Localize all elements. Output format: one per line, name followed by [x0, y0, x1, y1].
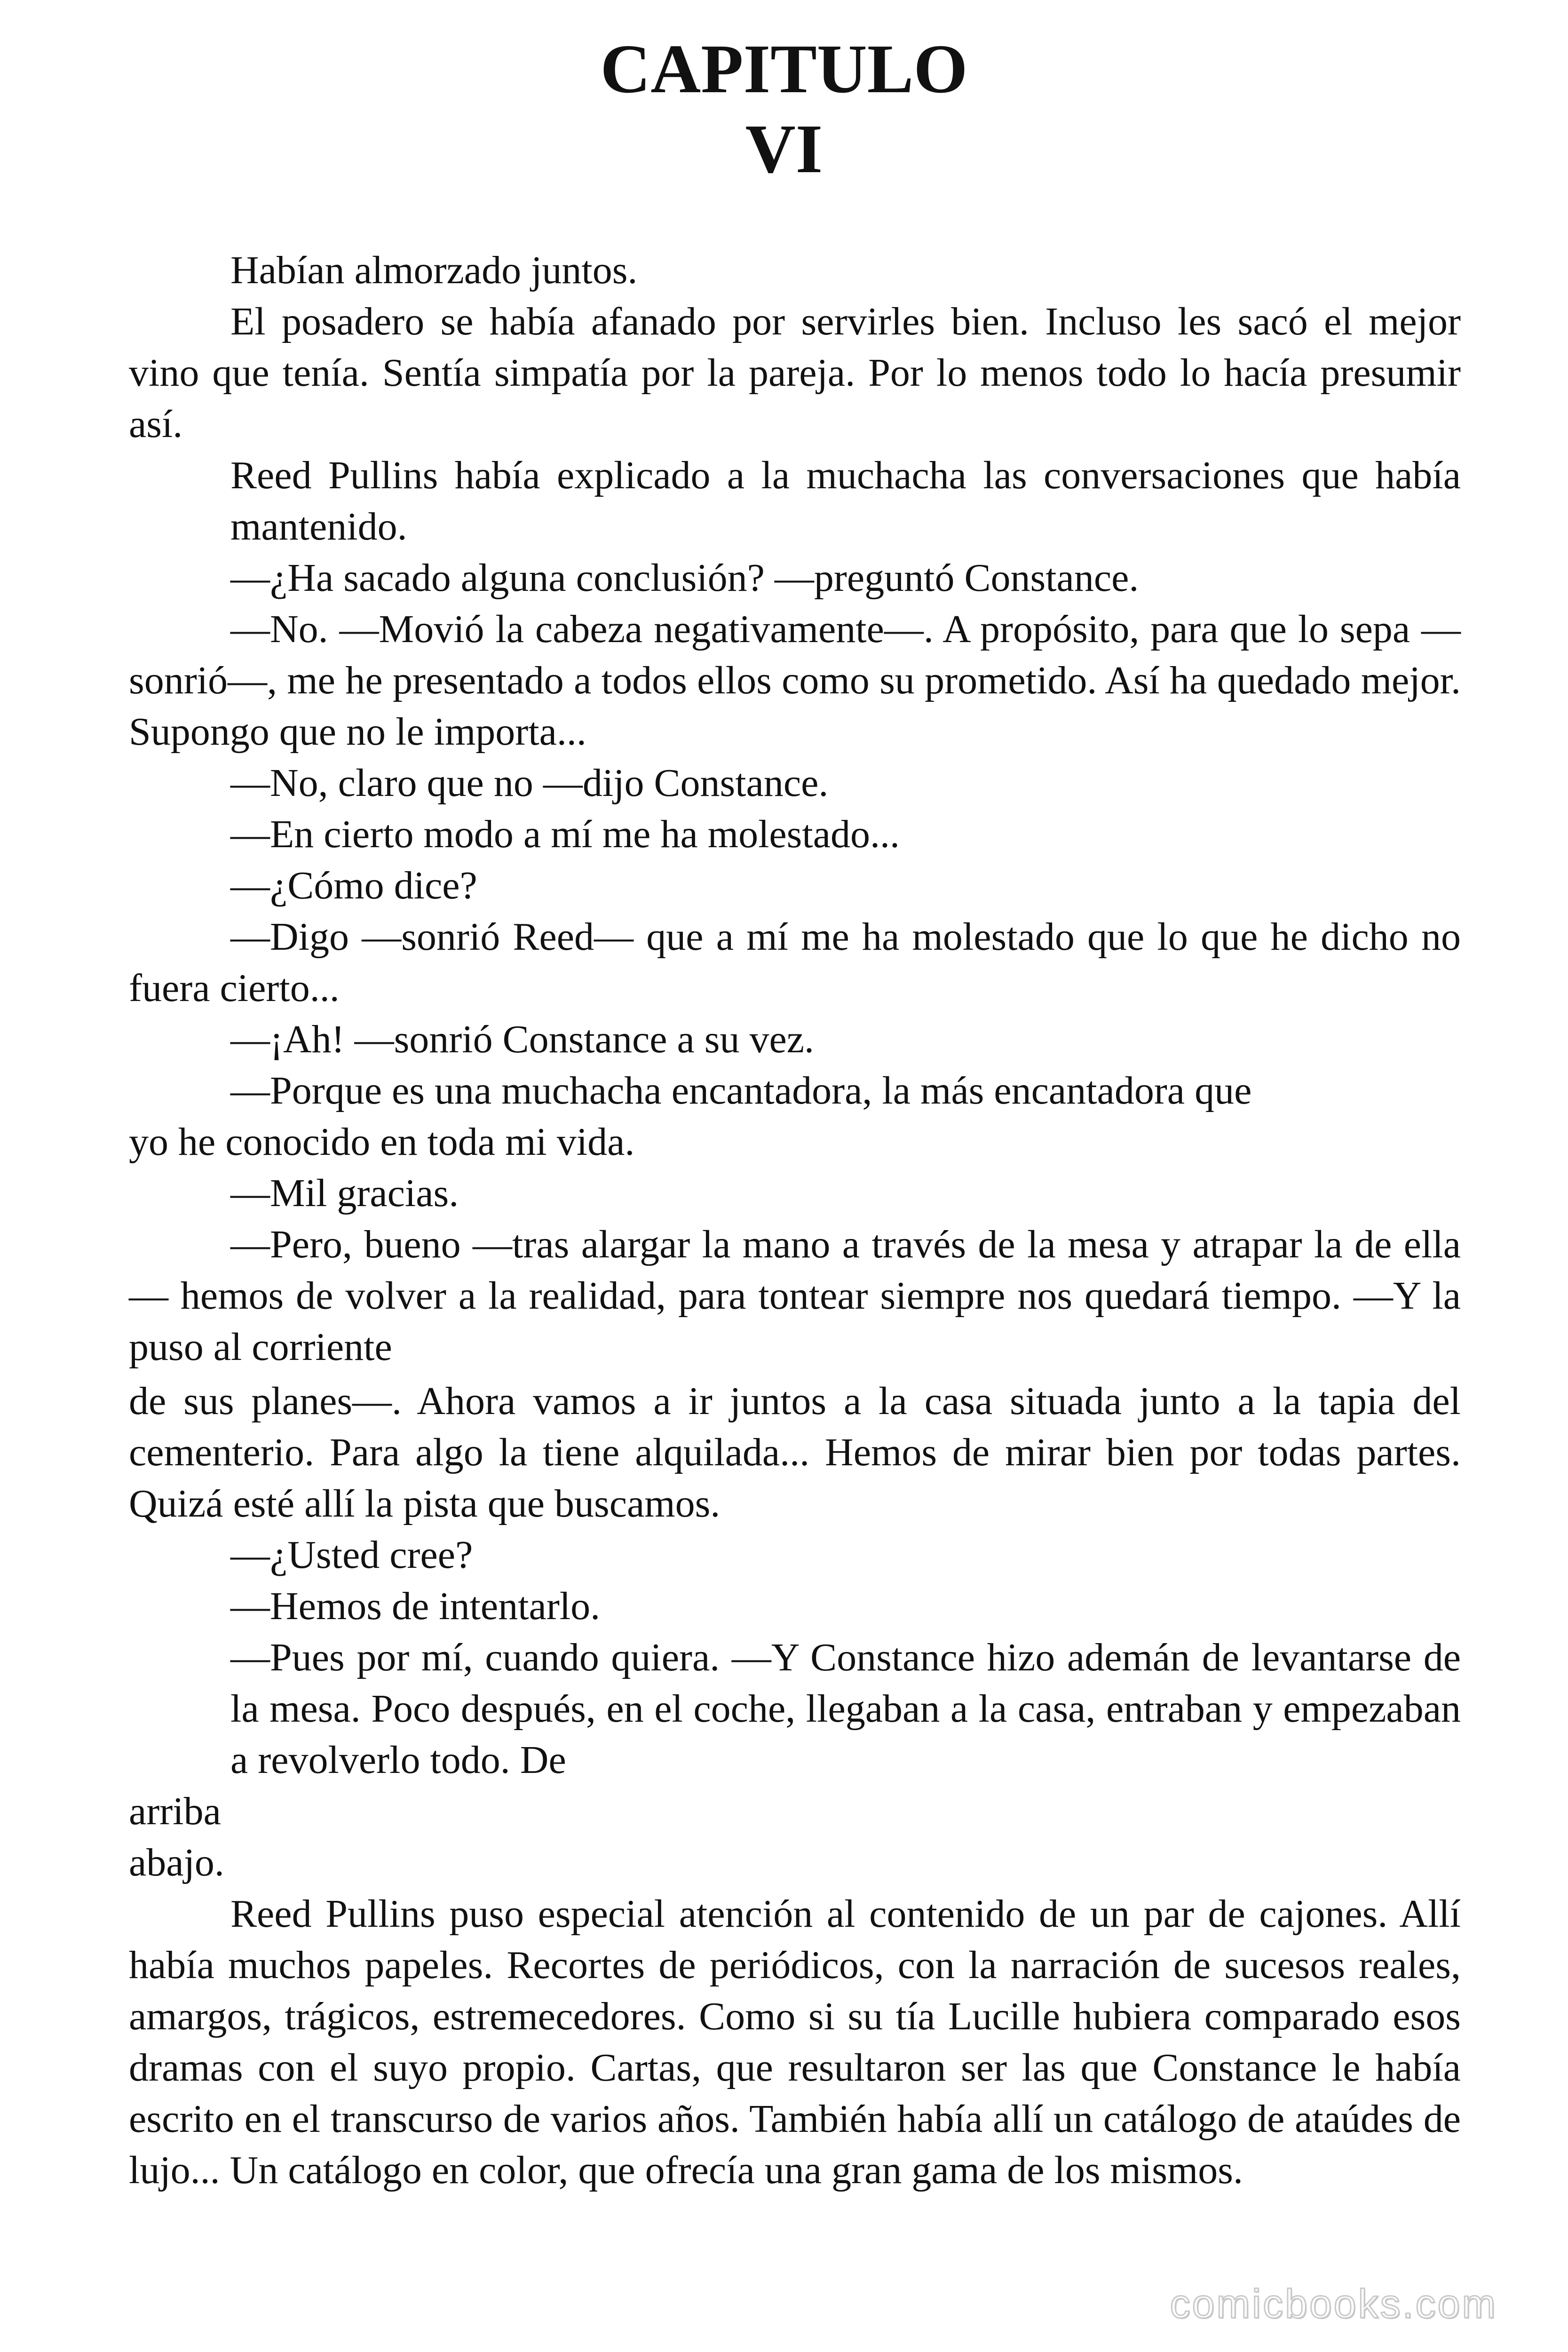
paragraph: —¡Ah! —sonrió Constance a su vez. — [230, 1017, 815, 1061]
chapter-number: VI — [745, 111, 823, 188]
chapter-heading — [0, 29, 1568, 189]
paragraph: —Pues por mí, cuando quiera. —Y Constance hizo ademán de levantarse de la mesa. Poco después, en el coche, llegaban a la casa, entraban y empezaban a revolverlo todo. De — [230, 1636, 1461, 1782]
paragraph: —¿Ha sacado alguna conclusión? —preguntó Constance. — [230, 556, 1139, 600]
paragraph: —Pero, bueno —tras alargar la mano a través de la mesa y atrapar la de ella— hemos de volver a la realidad, para tontear siempre nos quedará tiempo. —Y la puso al corriente — [129, 1223, 1461, 1369]
paragraph: Reed Pullins puso especial atención al contenido de un par de cajones. Allí había muchos papeles. Recortes de periódicos, con la narración de sucesos reales, amargos, trágicos, estremecedores. Como si su tía Lucille hubiera comparado esos dramas con el suyo propio. Cartas, que resultaron ser las que Constance le había escrito en el transcurso de varios años. También había allí un catálogo de ataúdes de lujo... Un catálogo en color, que ofrecía una gran gama de los mismos. — [129, 1892, 1461, 2192]
paragraph: —Digo —sonrió Reed— que a mí me ha molestado que lo que he dicho no fuera cierto... — [129, 915, 1461, 1010]
paragraph: de sus planes—. Ahora vamos a ir juntos a la casa situada junto a la tapia del cementerio. Para algo la tiene alquilada... Hemos de mirar bien por todas partes. Quizá esté allí la pista que buscamos. — [129, 1379, 1461, 1526]
paragraph: —Mil gracias. — [230, 1171, 459, 1215]
paragraph: —Porque es una muchacha encantadora, la más encantadora que — [230, 1069, 1252, 1112]
paragraph: —¿Cómo dice? — [230, 864, 477, 907]
paragraph: Habían almorzado juntos. — [230, 248, 638, 292]
paragraph: —¿Usted cree? — [230, 1533, 473, 1577]
body-text — [129, 245, 1461, 2196]
paragraph: arriba — [129, 1789, 221, 1833]
watermark: comicbooks.com — [1170, 2281, 1497, 2327]
paragraph: Reed Pullins había explicado a la muchacha las conversaciones que había mantenido. — [230, 453, 1461, 548]
paragraph: yo he conocido en toda mi vida. — [129, 1120, 635, 1164]
paragraph: abajo. — [129, 1841, 224, 1884]
chapter-title: CAPITULO — [600, 31, 968, 108]
paragraph: —En cierto modo a mí me ha molestado... — [230, 812, 900, 856]
paragraph: —No. —Movió la cabeza negativamente—. A propósito, para que lo sepa —sonrió—, me he presentado a todos ellos como su prometido. Así ha quedado mejor. Supongo que no le importa... — [129, 607, 1461, 754]
paragraph: —Hemos de intentarlo. — [230, 1584, 601, 1628]
paragraph: —No, claro que no —dijo Constance. — [230, 761, 829, 805]
paragraph: El posadero se había afanado por servirles bien. Incluso les sacó el mejor vino que tenía. Sentía simpatía por la pareja. Por lo menos todo lo hacía presumir así. — [129, 300, 1461, 446]
